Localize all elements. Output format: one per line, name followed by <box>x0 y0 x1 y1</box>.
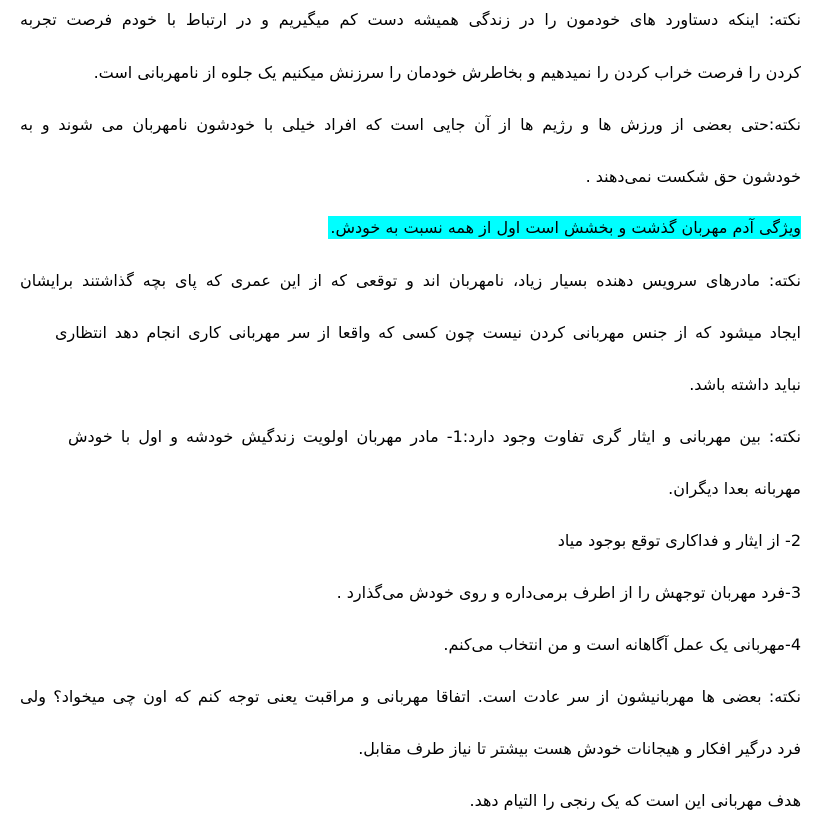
text-line: فرد درگیر افکار و هیجانات خودش هست بیشتر تا نیاز طرف مقابل. <box>358 739 801 758</box>
highlighted-line <box>20 215 801 241</box>
list-item: 3-فرد مهربان توجهش را از اطرف برمی‌داره و روی خودش می‌گذارد . <box>336 583 801 602</box>
text-line: هدف مهربانی این است که یک رنجی را التیام دهد. <box>469 791 801 810</box>
text-line: نکته: بعضی ها مهربانیشون از سر عادت است. اتفاقا مهربانی و مراقبت یعنی توجه کنم که اون چی میخواد؟ ولی <box>20 687 801 706</box>
text-line: خودشون حق شکست نمی‌دهند . <box>585 167 801 186</box>
text-line: نکته: مادرهای سرویس دهنده بسیار زیاد، نامهربان اند و توقعی که از این عمری که پای بچه گذاشتند برایشان <box>20 271 801 290</box>
text-line: مهربانه بعدا دیگران. <box>668 479 801 498</box>
text-line: نکته: اینکه دستاورد های خودمون را در زندگی همیشه دست کم میگیریم و در ارتباط با خودم فرصت تجربه <box>20 10 801 29</box>
text-line: نکته:حتی بعضی از ورزش ها و رژیم ها از آن جایی است که افراد خیلی با خودشون نامهربان می شوند و به <box>20 115 801 134</box>
highlighted-text: ویژگی آدم مهربان گذشت و بخشش است اول از همه نسبت به خودش. <box>330 218 801 237</box>
list-item: 2- از ایثار و فداکاری توقع بوجود میاد <box>557 531 801 550</box>
text-line: نباید داشته باشد. <box>689 375 801 394</box>
text-line: کردن را فرصت خراب کردن را نمیدهیم و بخاطرش خودمان را سرزنش میکنیم یک جلوه از نامهربانی است. <box>93 63 801 82</box>
text-line: ایجاد میشود که از جنس مهربانی کردن نیست چون کسی که واقعا از سر مهربانی کاری انجام دهد انتظاری <box>55 323 801 342</box>
list-item: 4-مهربانی یک عمل آگاهانه است و من انتخاب می‌کنم. <box>443 635 801 654</box>
text-line: نکته: بین مهربانی و ایثار گری تفاوت وجود دارد:1- مادر مهربان اولویت زندگیش خودشه و اول با خودش <box>68 427 801 446</box>
